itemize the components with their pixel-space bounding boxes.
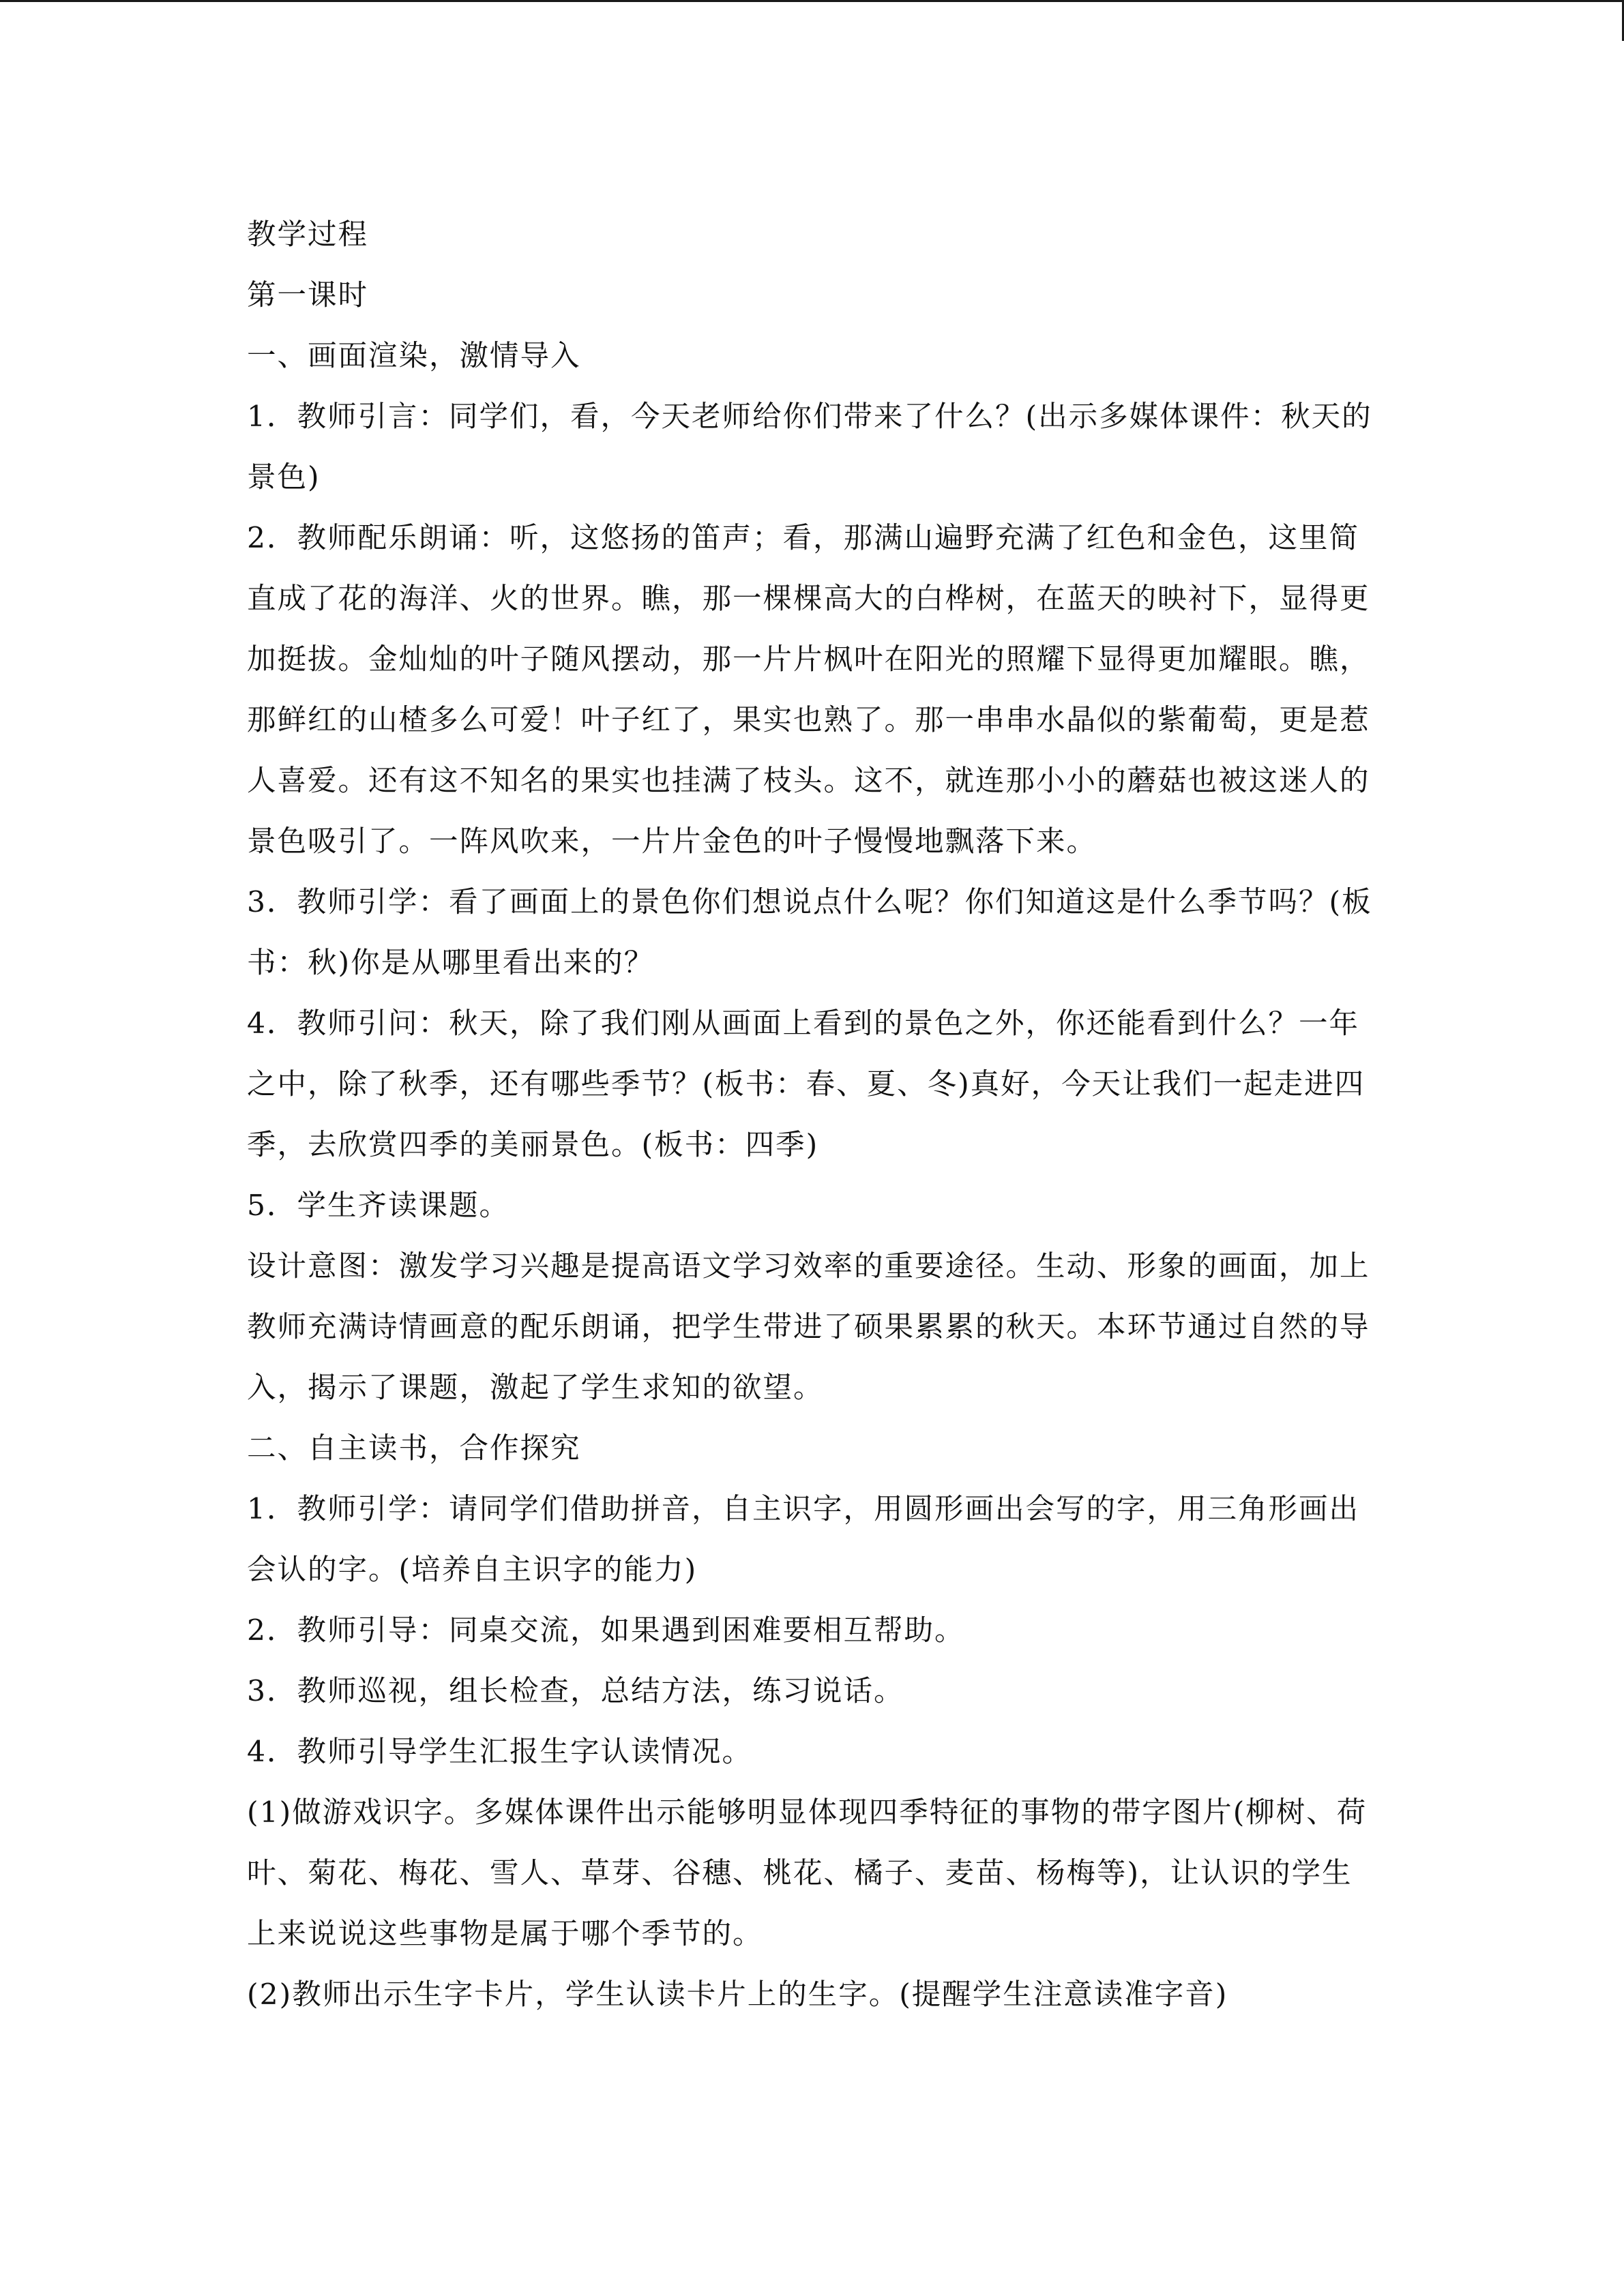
part-heading-one: 一、画面渲染，激情导入	[247, 340, 581, 373]
paragraph-step-3: 3．教师引学：看了画面上的景色你们想说点什么呢？你们知道这是什么季节吗？(板书：秋)你是从哪里看出来的？	[247, 886, 1372, 980]
paragraph-step-4: 4．教师引问：秋天，除了我们刚从画面上看到的景色之外，你还能看到什么？一年之中，除了秋季，还有哪些季节？(板书：春、夏、冬)真好，今天让我们一起走进四季，去欣赏四季的美丽景色。(板书：四季)	[247, 1007, 1365, 1162]
paragraph-substep-2: (2)教师出示生字卡片，学生认读卡片上的生字。(提醒学生注意读准字音)	[247, 1978, 1228, 2012]
document-body	[247, 205, 1379, 2025]
paragraph-part2-step-3: 3．教师巡视，组长检查，总结方法，练习说话。	[247, 1675, 904, 1708]
paragraph-design-intent: 设计意图：激发学习兴趣是提高语文学习效率的重要途径。生动、形象的画面，加上教师充满诗情画意的配乐朗诵，把学生带进了硕果累累的秋天。本环节通过自然的导入，揭示了课题，激起了学生求知的欲望。	[247, 1250, 1370, 1405]
part-heading-two: 二、自主读书，合作探究	[247, 1432, 581, 1465]
section-heading-teaching-process: 教学过程	[247, 218, 369, 252]
paragraph-part2-step-1: 1．教师引学：请同学们借助拼音，自主识字，用圆形画出会写的字，用三角形画出会认的字。(培养自主识字的能力)	[247, 1493, 1360, 1587]
page-top-border	[0, 0, 1624, 2]
paragraph-step-5: 5．学生齐读课题。	[247, 1189, 510, 1223]
lesson-heading-first-period: 第一课时	[247, 279, 369, 312]
paragraph-substep-1: (1)做游戏识字。多媒体课件出示能够明显体现四季特征的事物的带字图片(柳树、荷叶、菊花、梅花、雪人、草芽、谷穗、桃花、橘子、麦苗、杨梅等)，让认识的学生上来说说这些事物是属于哪个季节的。	[247, 1796, 1368, 1951]
paragraph-part2-step-2: 2．教师引导：同桌交流，如果遇到困难要相互帮助。	[247, 1614, 965, 1648]
paragraph-part2-step-4: 4．教师引导学生汇报生字认读情况。	[247, 1735, 753, 1769]
paragraph-step-2: 2．教师配乐朗诵：听，这悠扬的笛声；看，那满山遍野充满了红色和金色，这里简直成了花的海洋、火的世界。瞧，那一棵棵高大的白桦树，在蓝天的映衬下，显得更加挺拔。金灿灿的叶子随风摆动，那一片片枫叶在阳光的照耀下显得更加耀眼。瞧，那鲜红的山楂多么可爱！叶子红了，果实也熟了。那一串串水晶似的紫葡萄，更是惹人喜爱。还有这不知名的果实也挂满了枝头。这不，就连那小小的蘑菇也被这迷人的景色吸引了。一阵风吹来，一片片金色的叶子慢慢地飘落下来。	[247, 522, 1370, 859]
paragraph-step-1: 1．教师引言：同学们，看，今天老师给你们带来了什么？(出示多媒体课件：秋天的景色)	[247, 400, 1372, 494]
